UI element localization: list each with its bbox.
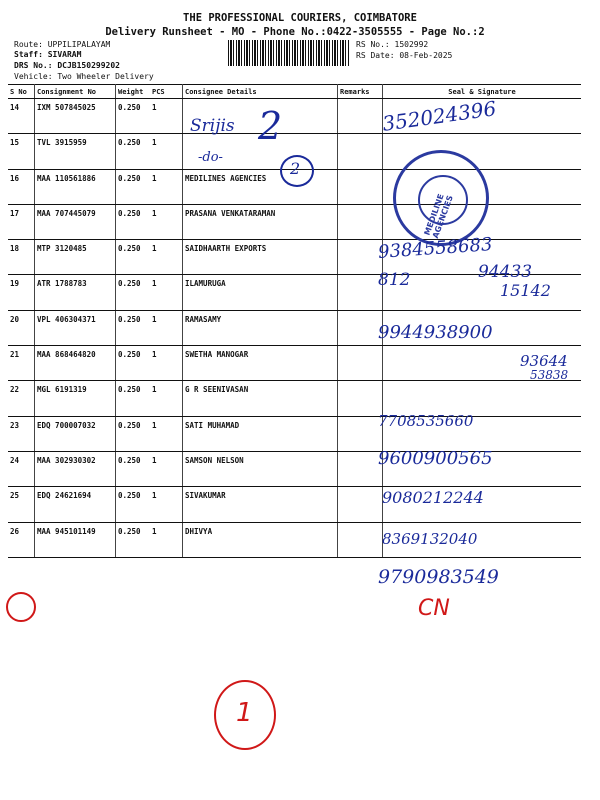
pieces: 1 bbox=[150, 99, 183, 134]
col-pcs: PCS bbox=[150, 85, 183, 99]
row-sno: 14 bbox=[8, 99, 35, 134]
handwritten-mark: 2 bbox=[258, 104, 283, 148]
consignment-no: MGL 6191319 bbox=[35, 381, 116, 416]
consignment-no: TVL 3915959 bbox=[35, 134, 116, 169]
row-sno: 18 bbox=[8, 240, 35, 275]
consignee-name: SAMSON NELSON bbox=[183, 451, 338, 486]
consignment-no: MTP 3120485 bbox=[35, 240, 116, 275]
weight: 0.250 bbox=[116, 310, 151, 345]
col-consignment: Consignment No bbox=[35, 85, 116, 99]
rs-date: RS Date: 08-Feb-2025 bbox=[356, 51, 453, 60]
table-row bbox=[8, 381, 581, 416]
signature-20a: 93644 bbox=[520, 352, 568, 370]
consignment-no: MAA 110561886 bbox=[35, 169, 116, 204]
red-page-circle: 1 bbox=[214, 680, 276, 750]
company-stamp: MEDILINE AGENCIES bbox=[393, 150, 489, 246]
col-consignee: Consignee Details bbox=[183, 85, 338, 99]
consignee-name: SATI MUHAMAD bbox=[183, 416, 338, 451]
row-sno: 22 bbox=[8, 381, 35, 416]
signature-18a: 94433 bbox=[478, 262, 533, 282]
row-sno: 25 bbox=[8, 487, 35, 522]
table-row bbox=[8, 204, 581, 239]
consignee-name: SAIDHAARTH EXPORTS bbox=[183, 240, 338, 275]
consignment-no: MAA 868464820 bbox=[35, 346, 116, 381]
weight: 0.250 bbox=[116, 487, 151, 522]
pieces: 1 bbox=[150, 487, 183, 522]
consignment-no: EDQ 24621694 bbox=[35, 487, 116, 522]
pieces: 1 bbox=[150, 522, 183, 557]
consignment-no: IXM 507845025 bbox=[35, 99, 116, 134]
consignment-no: EDQ 700007032 bbox=[35, 416, 116, 451]
remarks-cell bbox=[338, 451, 383, 486]
remarks-cell bbox=[338, 169, 383, 204]
remarks-cell bbox=[338, 522, 383, 557]
signature-24: 8369132040 bbox=[382, 530, 478, 548]
row-sno: 19 bbox=[8, 275, 35, 310]
pieces: 1 bbox=[150, 275, 183, 310]
consignment-no: ATR 1788783 bbox=[35, 275, 116, 310]
table-row bbox=[8, 416, 581, 451]
remarks-cell bbox=[338, 134, 383, 169]
signature-25: 9790983549 bbox=[378, 566, 499, 588]
consignment-no: VPL 406304371 bbox=[35, 310, 116, 345]
row-sno: 15 bbox=[8, 134, 35, 169]
consignment-no: MAA 302930302 bbox=[35, 451, 116, 486]
col-weight: Weight bbox=[116, 85, 151, 99]
remarks-cell bbox=[338, 240, 383, 275]
runsheet-title: Delivery Runsheet - MO - Phone No.:0422-3505555 - Page No.:2 bbox=[105, 26, 485, 38]
route-text: Route: UPPILIPALAYAM bbox=[14, 40, 111, 49]
consignment-no: MAA 707445079 bbox=[35, 204, 116, 239]
signature-21: 7708535660 bbox=[378, 412, 474, 430]
weight: 0.250 bbox=[116, 381, 151, 416]
pieces: 1 bbox=[150, 169, 183, 204]
col-sno: S No bbox=[8, 85, 35, 99]
pieces: 1 bbox=[150, 451, 183, 486]
barcode bbox=[228, 40, 350, 66]
consignee-name: SWETHA MANOGAR bbox=[183, 346, 338, 381]
weight: 0.250 bbox=[116, 204, 151, 239]
company-title: THE PROFESSIONAL COURIERS, COIMBATORE bbox=[183, 12, 417, 24]
consignee-name: ILAMURUGA bbox=[183, 275, 338, 310]
consignee-name: PRASANA VENKATARAMAN bbox=[183, 204, 338, 239]
consignee-name: SIVAKUMAR bbox=[183, 487, 338, 522]
remarks-cell bbox=[338, 275, 383, 310]
remarks-cell bbox=[338, 204, 383, 239]
row-sno: 17 bbox=[8, 204, 35, 239]
circled-mark: 2 bbox=[280, 155, 314, 187]
weight: 0.250 bbox=[116, 134, 151, 169]
table-row bbox=[8, 522, 581, 557]
signature-14: 352024396 bbox=[380, 96, 498, 136]
remarks-cell bbox=[338, 346, 383, 381]
rs-number: RS No.: 1502992 bbox=[356, 40, 429, 49]
weight: 0.250 bbox=[116, 416, 151, 451]
col-remarks: Remarks bbox=[338, 85, 383, 99]
table-row bbox=[8, 310, 581, 345]
weight: 0.250 bbox=[116, 451, 151, 486]
weight: 0.250 bbox=[116, 346, 151, 381]
table-row bbox=[8, 346, 581, 381]
signature-cell bbox=[383, 381, 582, 416]
consignee-name: DHIVYA bbox=[183, 522, 338, 557]
signature-18b: 812 bbox=[378, 270, 411, 290]
pieces: 1 bbox=[150, 416, 183, 451]
weight: 0.250 bbox=[116, 240, 151, 275]
row-sno: 26 bbox=[8, 522, 35, 557]
row-sno: 23 bbox=[8, 416, 35, 451]
weight: 0.250 bbox=[116, 522, 151, 557]
signature-19: 9944938900 bbox=[378, 322, 493, 343]
pieces: 1 bbox=[150, 134, 183, 169]
signature-22: 9600900565 bbox=[378, 448, 493, 469]
red-cn-mark: CN bbox=[418, 596, 450, 621]
consignment-no: MAA 945101149 bbox=[35, 522, 116, 557]
row-sno: 24 bbox=[8, 451, 35, 486]
weight: 0.250 bbox=[116, 275, 151, 310]
consignee-name: RAMASAMY bbox=[183, 310, 338, 345]
signature-23: 9080212244 bbox=[382, 488, 484, 507]
red-circle-row26 bbox=[6, 592, 36, 622]
row-sno: 21 bbox=[8, 346, 35, 381]
col-signature: Seal & Signature bbox=[383, 85, 582, 99]
handwritten-name: Srijis bbox=[190, 116, 235, 136]
consignee-name: MEDILINES AGENCIES bbox=[183, 169, 338, 204]
consignee-name: G R SEENIVASAN bbox=[183, 381, 338, 416]
row-sno: 20 bbox=[8, 310, 35, 345]
pieces: 1 bbox=[150, 240, 183, 275]
remarks-cell bbox=[338, 381, 383, 416]
pieces: 1 bbox=[150, 204, 183, 239]
vehicle-text: Vehicle: Two Wheeler Delivery bbox=[14, 72, 154, 81]
signature-17: 9384558683 bbox=[377, 234, 494, 263]
table-row bbox=[8, 487, 581, 522]
remarks-cell bbox=[338, 310, 383, 345]
pieces: 1 bbox=[150, 346, 183, 381]
remarks-cell bbox=[338, 416, 383, 451]
table-header-row bbox=[8, 85, 581, 99]
pieces: 1 bbox=[150, 310, 183, 345]
row-sno: 16 bbox=[8, 169, 35, 204]
pieces: 1 bbox=[150, 381, 183, 416]
weight: 0.250 bbox=[116, 169, 151, 204]
signature-18c: 15142 bbox=[500, 281, 551, 300]
drs-number: DRS No.: DCJB150299202 bbox=[14, 61, 120, 70]
staff-text: Staff: SIVARAM bbox=[14, 50, 82, 59]
weight: 0.250 bbox=[116, 99, 151, 134]
table-row bbox=[8, 451, 581, 486]
signature-20b: 53838 bbox=[530, 368, 569, 382]
remarks-cell bbox=[338, 487, 383, 522]
remarks-cell bbox=[338, 99, 383, 134]
handwritten-ditto: -do- bbox=[198, 150, 223, 165]
